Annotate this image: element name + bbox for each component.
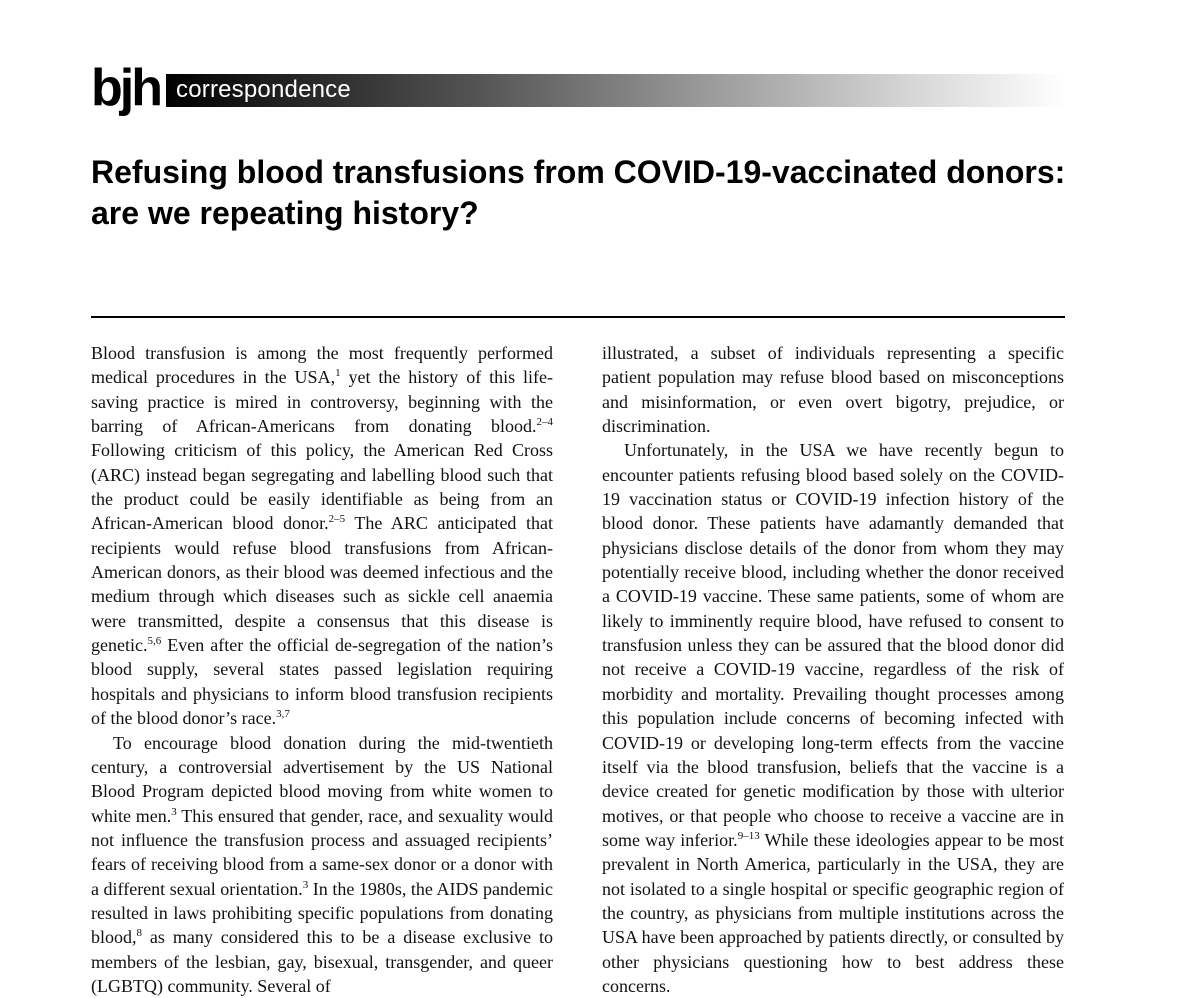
citation-reference: 9–13	[738, 830, 760, 842]
body-text: Unfortunately, in the USA we have recently begun to encounter patients refusing blood based solely on the COVID-19 vaccination status or COVID-19 infection history of the blood donor. These patients have adamantly demanded that physicians disclose details of the donor from whom they may potentially receive blood, including whether the donor received a COVID-19 vaccine. These same patients, some of whom are likely to imminently require blood, have refused to consent to transfusion unless they can be assured that the blood donor did not receive a COVID-19 vaccine, regardless of the risk of morbidity and mortality. Prevailing thought processes among this population include concerns of becoming infected with COVID-19 or developing long-term effects from the vaccine itself via the blood transfusion, beliefs that the vaccine is a device created for genetic modification by those with ulterior motives, or that people who choose to receive a vaccine are in some way inferior.	[602, 440, 1064, 850]
body-column-right	[602, 341, 1064, 998]
citation-reference: 3	[171, 806, 177, 818]
citation-reference: 8	[137, 927, 143, 939]
article-title: Refusing blood transfusions from COVID-19-vaccinated donors: are we repeating history?	[91, 152, 1081, 234]
citation-reference: 3	[303, 879, 309, 891]
citation-reference: 2–5	[329, 513, 346, 525]
section-label: correspondence	[176, 75, 351, 105]
body-text: In the 1980s, the AIDS pandemic resulted in laws prohibiting specific populations from donating blood,	[91, 879, 553, 948]
body-text: To encourage blood donation during the mid-twentieth century, a controversial advertisement by the US National Blood Program depicted blood moving from white women to white men.	[91, 733, 553, 826]
body-text: Even after the official de-segregation of the nation’s blood supply, several states passed legislation requiring hospitals and physicians to inform blood transfusion recipients of the blood donor’s race.	[91, 635, 553, 728]
body-paragraph	[91, 731, 553, 998]
body-text: The ARC anticipated that recipients would refuse blood transfusions from African-American donors, as their blood was deemed infectious and the medium through which diseases such as sickle cell anaemia were transmitted, despite a consensus that this disease is genetic.	[91, 513, 553, 655]
journal-logo: bjh	[91, 62, 160, 114]
citation-reference: 2–4	[537, 416, 554, 428]
body-text: This ensured that gender, race, and sexuality would not influence the transfusion process and assuaged recipients’ fears of receiving blood from a same-sex donor or a donor with a different sexual orientation.	[91, 806, 553, 899]
journal-header	[91, 62, 1071, 118]
body-paragraph	[91, 341, 553, 731]
body-text: yet the history of this life-saving practice is mired in controversy, beginning with the barring of African-Americans from donating blood.	[91, 367, 553, 436]
section-banner	[166, 74, 1066, 107]
body-paragraph	[602, 438, 1064, 998]
citation-reference: 5,6	[147, 635, 161, 647]
body-text: While these ideologies appear to be most prevalent in North America, particularly in the USA, they are not isolated to a single hospital or specific geographic region of the country, as physicians from multiple institutions across the USA have been approached by patients directly, or consulted by other physicians questioning how to best address these concerns.	[602, 830, 1064, 996]
title-divider	[91, 316, 1065, 318]
body-column-left	[91, 341, 553, 998]
body-text: as many considered this to be a disease exclusive to members of the lesbian, gay, bisexual, transgender, and queer (LGBTQ) community. Several of	[91, 927, 553, 996]
body-paragraph	[602, 341, 1064, 438]
citation-reference: 3,7	[276, 708, 290, 720]
body-text: Following criticism of this policy, the American Red Cross (ARC) instead began segregating and labelling blood such that the product could be easily identifiable as being from an African-American blood donor.	[91, 440, 553, 533]
body-text: illustrated, a subset of individuals representing a specific patient population may refuse blood based on misconceptions and misinformation, or even overt bigotry, prejudice, or discrimination.	[602, 343, 1064, 436]
body-text: Blood transfusion is among the most frequently performed medical procedures in the USA,	[91, 343, 553, 387]
citation-reference: 1	[335, 367, 341, 379]
